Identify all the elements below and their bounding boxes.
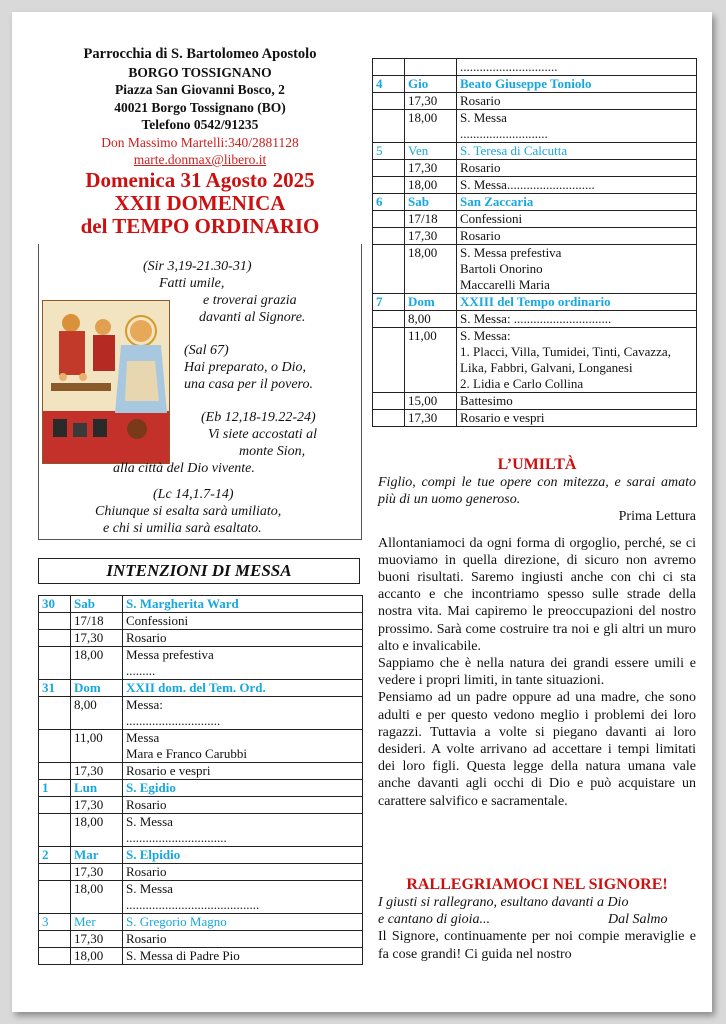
article-rallegriamoci <box>378 876 696 963</box>
day-number: 6 <box>373 194 405 211</box>
time: 17/18 <box>71 613 123 630</box>
article-quote: I giusti si rallegrano, esultano davanti a Dio <box>378 895 629 910</box>
address-line-1: Piazza San Giovanni Bosco, 2 <box>115 82 285 97</box>
day-number <box>373 110 405 143</box>
address-line-2: 40021 Borgo Tossignano (BO) <box>114 99 286 115</box>
bulletin-date: Domenica 31 Agosto 2025 <box>85 167 315 192</box>
day-number <box>373 328 405 393</box>
day-number <box>373 160 405 177</box>
season-title: del TEMPO ORDINARIO <box>80 213 320 238</box>
phone-number: Telefono 0542/91235 <box>141 117 259 132</box>
article-source: Prima Lettura <box>618 509 696 525</box>
schedule-row <box>373 93 697 110</box>
weekday: Mer <box>71 914 123 931</box>
time: 17,30 <box>71 864 123 881</box>
description: Messa Mara e Franco Carubbi <box>123 730 363 763</box>
parish-header <box>38 46 362 238</box>
description: Confessioni <box>123 613 363 630</box>
description: San Zaccaria <box>457 194 697 211</box>
weekday: Ven <box>405 143 457 160</box>
description: Confessioni <box>457 211 697 228</box>
weekday: Sab <box>71 596 123 613</box>
day-number <box>373 59 405 76</box>
time: 17,30 <box>405 93 457 110</box>
day-number: 1 <box>39 780 71 797</box>
schedule-row <box>373 410 697 427</box>
schedule-row <box>39 730 363 763</box>
schedule-row <box>373 160 697 177</box>
schedule-row <box>373 328 697 393</box>
description: S. Messa di Padre Pio <box>123 948 363 965</box>
email-link[interactable]: marte.donmax@libero.it <box>133 152 267 167</box>
schedule-row <box>373 110 697 143</box>
description: Rosario <box>457 93 697 110</box>
schedule-row <box>39 797 363 814</box>
description: Rosario <box>123 630 363 647</box>
day-number <box>39 697 71 730</box>
description: S. Margherita Ward <box>123 596 363 613</box>
day-number: 3 <box>39 914 71 931</box>
day-number <box>39 763 71 780</box>
reading-2-line: una casa per il povero. <box>184 377 313 392</box>
day-header-row <box>39 780 363 797</box>
description: Messa prefestiva ......... <box>123 647 363 680</box>
time: 18,00 <box>405 177 457 194</box>
readings-box <box>38 244 362 540</box>
mass-schedule-left <box>38 595 363 965</box>
schedule-row <box>39 931 363 948</box>
time: 11,00 <box>71 730 123 763</box>
day-number <box>373 177 405 194</box>
day-number <box>39 931 71 948</box>
sunday-title: XXII DOMENICA <box>114 190 286 215</box>
mass-schedule-right <box>372 58 697 427</box>
parish-name: Parrocchia di S. Bartolomeo Apostolo <box>83 46 317 62</box>
schedule-row <box>373 228 697 245</box>
description: Rosario <box>457 160 697 177</box>
day-header-row <box>373 76 697 93</box>
time: 17,30 <box>405 160 457 177</box>
reading-2-ref: (Sal 67) <box>184 343 229 358</box>
time: 18,00 <box>405 245 457 294</box>
day-number <box>39 948 71 965</box>
quote-line: e cantano di gioia... <box>378 912 490 928</box>
time: 8,00 <box>71 697 123 730</box>
description: S. Messa: 1. Placci, Villa, Tumidei, Tinti, Cavazza, Lika, Fabbri, Galvani, Longanesi 2. Lidia e Carlo Collina <box>457 328 697 393</box>
description: Messa: ............................. <box>123 697 363 730</box>
day-number <box>39 630 71 647</box>
time: 17,30 <box>71 763 123 780</box>
day-number <box>373 410 405 427</box>
day-number <box>39 613 71 630</box>
schedule-row <box>373 245 697 294</box>
description: Rosario e vespri <box>457 410 697 427</box>
day-number: 7 <box>373 294 405 311</box>
day-header-row <box>39 847 363 864</box>
reading-2-line: Hai preparato, o Dio, <box>184 360 306 375</box>
time: 18,00 <box>71 948 123 965</box>
time <box>405 59 457 76</box>
bulletin-page <box>12 12 712 1012</box>
time: 18,00 <box>71 647 123 680</box>
day-number: 5 <box>373 143 405 160</box>
day-number <box>39 647 71 680</box>
schedule-row <box>373 177 697 194</box>
description: Beato Giuseppe Toniolo <box>457 76 697 93</box>
day-number <box>39 864 71 881</box>
weekday: Dom <box>71 680 123 697</box>
article-paragraph: Allontaniamoci da ogni forma di orgoglio, perché, se ci muoviamo in quella direzione, di sicuro non avremo buoni risultati. Saremo ingiusti anche con chi ci sta accanto e che incontriamo spesso sulle strade della nostra vita. Mai capiremo le preoccupazioni del nostro prossimo. Sarà come costruire tra noi e gli altri un muro alto e invalicabile. <box>378 535 696 654</box>
schedule-row <box>39 864 363 881</box>
time: 8,00 <box>405 311 457 328</box>
description: S. Elpidio <box>123 847 363 864</box>
reading-4-line: Chiunque si esalta sarà umiliato, <box>95 504 282 519</box>
day-number: 30 <box>39 596 71 613</box>
time: 18,00 <box>71 814 123 847</box>
reading-3-line: alla città del Dio vivente. <box>113 461 255 476</box>
description: Rosario e vespri <box>123 763 363 780</box>
description: Battesimo <box>457 393 697 410</box>
time: 17,30 <box>71 797 123 814</box>
day-header-row <box>39 596 363 613</box>
description: S. Messa ............................... <box>123 814 363 847</box>
reading-1-line: Fatti umile, <box>159 276 225 291</box>
day-number: 4 <box>373 76 405 93</box>
description: Rosario <box>457 228 697 245</box>
day-number: 31 <box>39 680 71 697</box>
day-number <box>373 211 405 228</box>
town-name: BORGO TOSSIGNANO <box>128 64 272 80</box>
time: 17,30 <box>71 931 123 948</box>
day-number <box>373 245 405 294</box>
description: Rosario <box>123 864 363 881</box>
day-number <box>39 814 71 847</box>
description: S. Messa ........................... <box>457 110 697 143</box>
day-number <box>39 881 71 914</box>
day-header-row <box>39 680 363 697</box>
schedule-row <box>39 763 363 780</box>
schedule-row <box>373 211 697 228</box>
day-header-row <box>39 914 363 931</box>
article-paragraph: Pensiamo ad un padre oppure ad una madre, che sono adulti e per questo vedono meglio i problemi dei loro ragazzi. Tuttavia a volte si piegano davanti ai loro desideri. A volte arrivano ad accettare i tempi limitati dei loro figli. Questa legge della natura umana vale anche davanti agli occhi di Dio e può acquistare un carattere salvifico e sacramentale. <box>378 690 696 809</box>
reading-4-line: e chi si umilia sarà esaltato. <box>103 521 262 536</box>
description: .............................. <box>457 59 697 76</box>
reading-1-line: davanti al Signore. <box>199 310 306 325</box>
day-number <box>373 311 405 328</box>
day-header-row <box>373 294 697 311</box>
reading-3-ref: (Eb 12,18-19.22-24) <box>201 410 316 425</box>
description: S. Messa prefestiva Bartoli Onorino Maccarelli Maria <box>457 245 697 294</box>
schedule-row <box>373 393 697 410</box>
weekday: Gio <box>405 76 457 93</box>
description: S. Messa........................... <box>457 177 697 194</box>
schedule-row <box>373 59 697 76</box>
reading-3-line: Vi siete accostati al <box>208 427 317 442</box>
time: 18,00 <box>71 881 123 914</box>
day-number <box>373 93 405 110</box>
day-number: 2 <box>39 847 71 864</box>
description: S. Messa ......................................... <box>123 881 363 914</box>
day-header-row <box>373 194 697 211</box>
time: 17,30 <box>71 630 123 647</box>
article-paragraph: Il Signore, continuamente per noi compie meraviglie e fa cose grandi! Ci guida nel nostro <box>378 929 696 962</box>
article-title: RALLEGRIAMOCI NEL SIGNORE! <box>406 876 668 893</box>
time: 15,00 <box>405 393 457 410</box>
day-number <box>39 797 71 814</box>
article-paragraph: Sappiamo che è nella natura dei grandi essere umili e vedere i propri limiti, in tante situazioni. <box>378 656 696 689</box>
description: S. Egidio <box>123 780 363 797</box>
description: Rosario <box>123 797 363 814</box>
reading-4-ref: (Lc 14,1.7-14) <box>153 487 234 502</box>
time: 11,00 <box>405 328 457 393</box>
time: 17,30 <box>405 228 457 245</box>
time: 17,30 <box>405 410 457 427</box>
priest-contact: Don Massimo Martelli:340/2881128 <box>101 134 299 150</box>
weekday: Lun <box>71 780 123 797</box>
time: 17/18 <box>405 211 457 228</box>
description: Rosario <box>123 931 363 948</box>
schedule-row <box>39 881 363 914</box>
day-number <box>39 730 71 763</box>
day-header-row <box>373 143 697 160</box>
description: S. Teresa di Calcutta <box>457 143 697 160</box>
day-number <box>373 393 405 410</box>
weekday: Dom <box>405 294 457 311</box>
description: S. Gregorio Magno <box>123 914 363 931</box>
schedule-row <box>39 814 363 847</box>
jesus-at-table-painting <box>42 300 170 464</box>
schedule-row <box>373 311 697 328</box>
article-quote: Figlio, compi le tue opere con mitezza, e sarai amato più di un uomo generoso. <box>378 475 696 508</box>
article-umilta <box>378 456 696 810</box>
schedule-row <box>39 630 363 647</box>
reading-1-line: e troverai grazia <box>203 293 297 308</box>
article-source: Dal Salmo <box>608 912 668 928</box>
description: XXIII del Tempo ordinario <box>457 294 697 311</box>
schedule-row <box>39 647 363 680</box>
intentions-title: INTENZIONI DI MESSA <box>38 558 360 584</box>
left-column <box>38 12 362 963</box>
day-number <box>373 228 405 245</box>
schedule-row <box>39 613 363 630</box>
schedule-row <box>39 948 363 965</box>
weekday: Sab <box>405 194 457 211</box>
article-quote <box>378 911 696 928</box>
reading-1-ref: (Sir 3,19-21.30-31) <box>143 259 252 274</box>
description: XXII dom. del Tem. Ord. <box>123 680 363 697</box>
article-title: L’UMILTÀ <box>497 456 577 473</box>
weekday: Mar <box>71 847 123 864</box>
reading-3-line: monte Sion, <box>239 444 306 459</box>
description: S. Messa: .............................. <box>457 311 697 328</box>
time: 18,00 <box>405 110 457 143</box>
schedule-row <box>39 697 363 730</box>
